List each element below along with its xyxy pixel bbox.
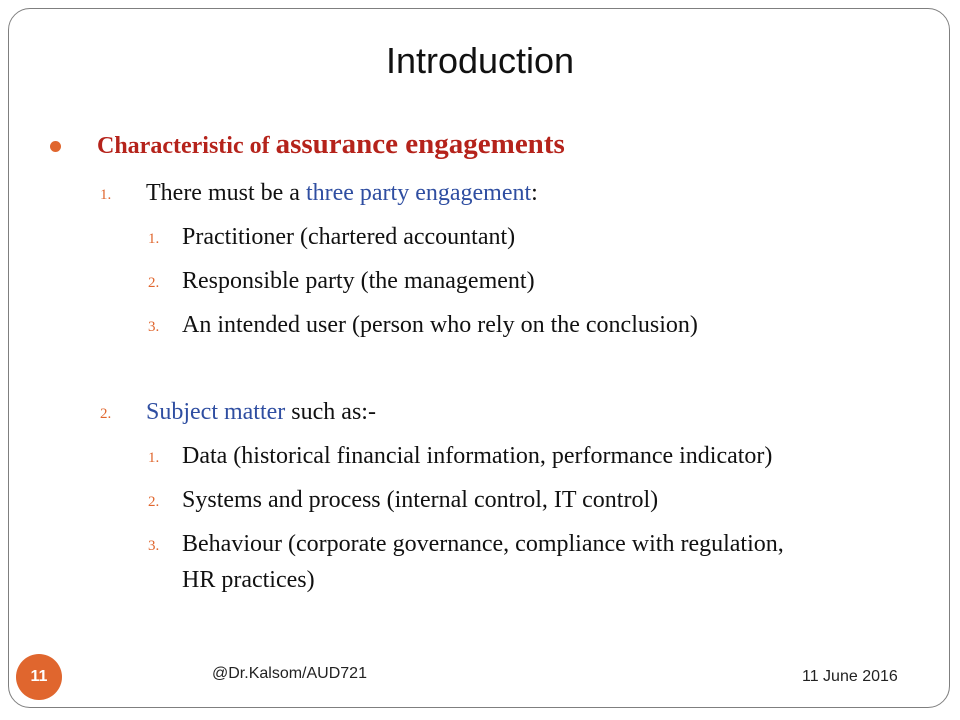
item-2-sub-3-number: 3. (148, 538, 160, 554)
item-1-highlight: three party engagement (305, 180, 532, 206)
item-1-text-before: There must be a (146, 180, 306, 206)
item-2-highlight: Subject matter (146, 399, 286, 425)
item-1-number: 1. (100, 187, 112, 203)
item-1-text-after: : (531, 180, 538, 206)
item-1-sub-3-text: An intended user (person who rely on the conclusion) (182, 312, 698, 338)
item-2-sub-1-number: 1. (148, 450, 160, 466)
item-2-text (146, 399, 376, 426)
item-2-sub-2-number: 2. (148, 494, 160, 510)
footer-date: 11 June 2016 (802, 668, 898, 685)
bullet-dot-icon (50, 141, 61, 152)
item-2-text-after: such as:- (285, 399, 376, 425)
item-1-sub-1-text: Practitioner (chartered accountant) (182, 224, 516, 250)
section-heading (97, 128, 565, 161)
item-1-sub-2-number: 2. (148, 275, 160, 291)
item-2-sub-2-text: Systems and process (internal control, IT control) (182, 487, 659, 513)
item-2-sub-3-text: Behaviour (corporate governance, compliance with regulation, (182, 531, 784, 557)
item-2-sub-3-continuation: HR practices) (182, 567, 315, 593)
footer-author: @Dr.Kalsom/AUD721 (212, 665, 367, 682)
slide-frame (8, 8, 950, 708)
item-1-text (146, 180, 538, 207)
heading-small-text: Characteristic of (97, 133, 276, 159)
item-1-sub-1-number: 1. (148, 231, 160, 247)
item-1-sub-3-number: 3. (148, 319, 160, 335)
slide-title: Introduction (385, 40, 575, 81)
heading-large-text: assurance engagements (275, 128, 565, 160)
item-1-sub-2-text: Responsible party (the management) (182, 268, 535, 294)
item-2-number: 2. (100, 406, 112, 422)
item-2-sub-1-text: Data (historical financial information, performance indicator) (182, 443, 773, 469)
page-number-badge: 11 (16, 654, 62, 700)
